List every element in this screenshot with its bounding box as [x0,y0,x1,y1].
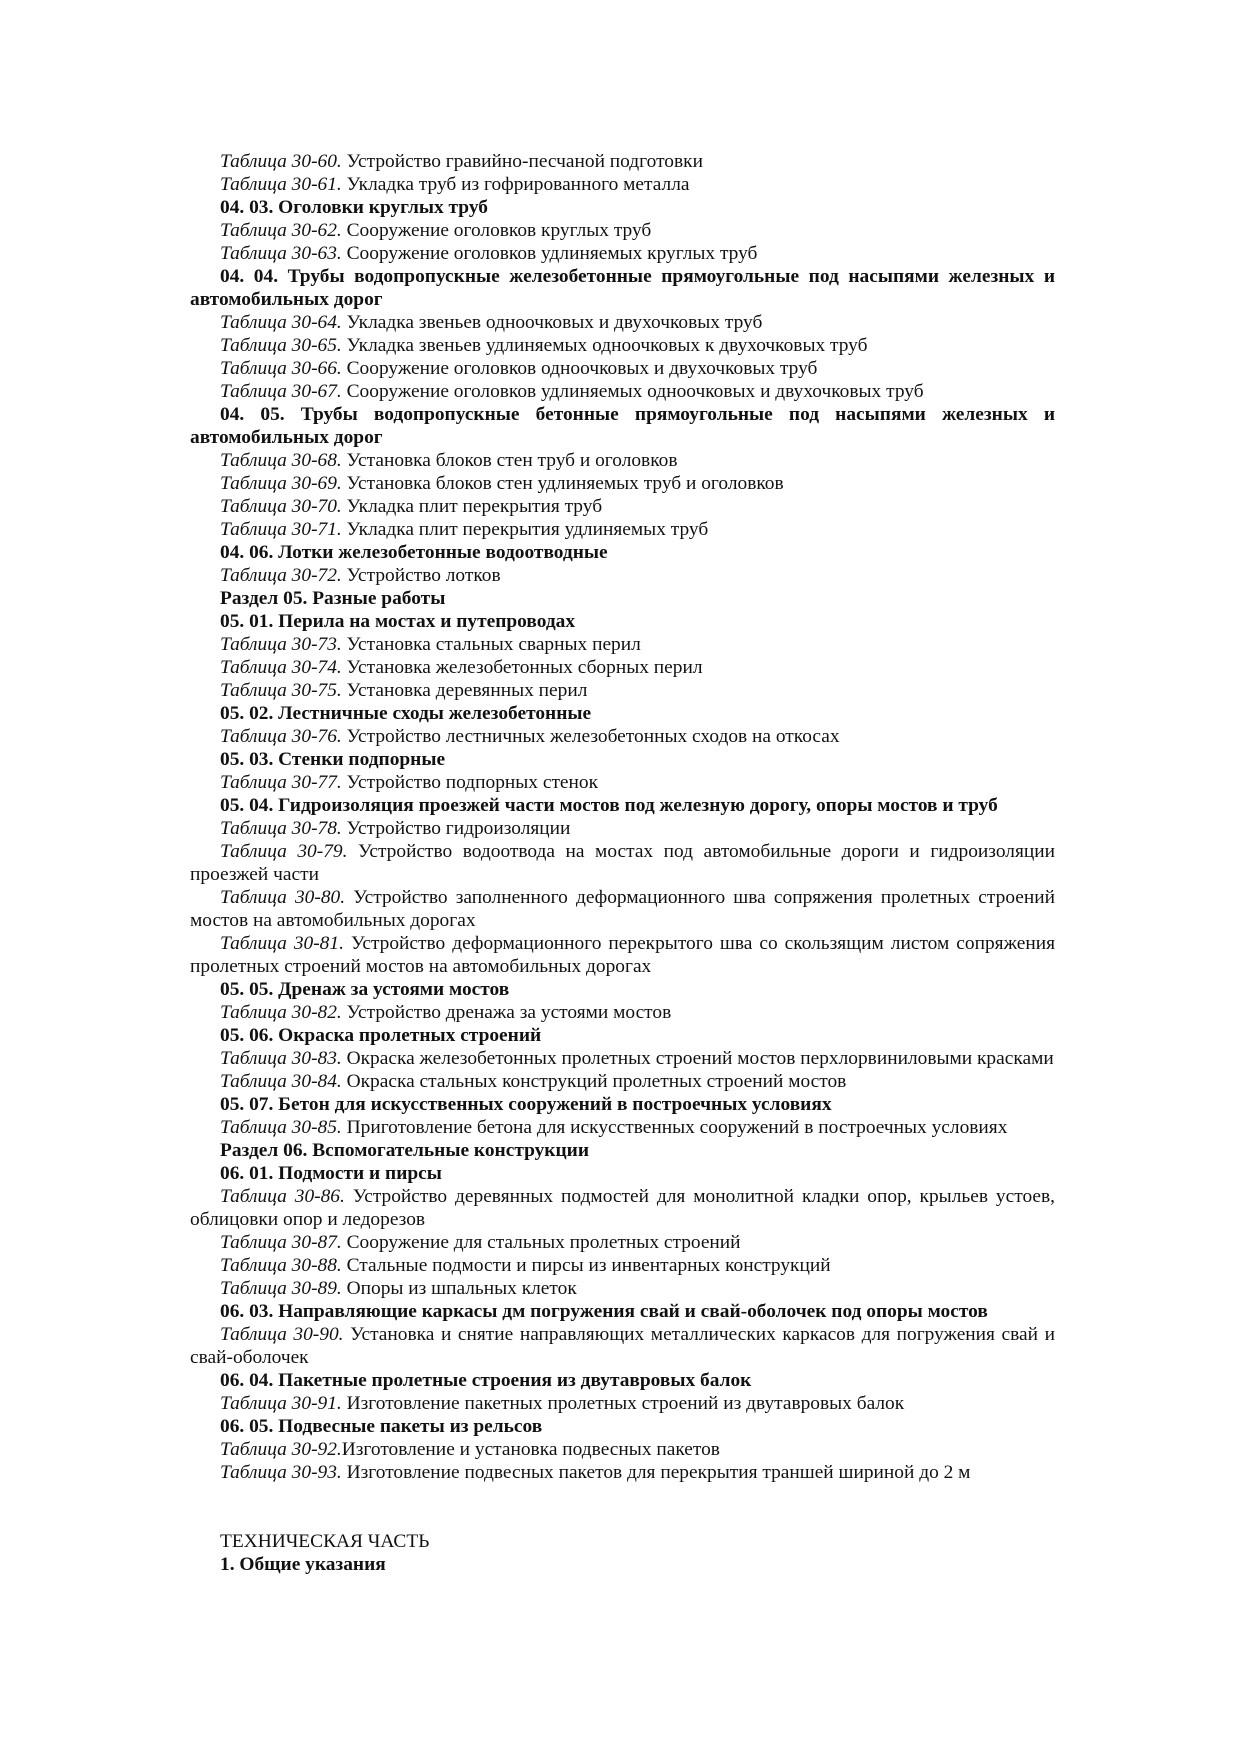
table-title: Устройство деформационного перекрытого шва со скользящим листом сопряжения пролетных строений мостов на автомобильных дорогах [190,933,1055,977]
heading-text: 06. 01. Подмости и пирсы [220,1163,442,1184]
table-entry [190,173,1055,196]
table-entry [190,1392,1055,1415]
table-number: Таблица 30-65. [220,335,342,356]
table-number: Таблица 30-70. [220,496,342,517]
table-number: Таблица 30-77. [220,772,342,793]
table-title: Приготовление бетона для искусственных сооружений в построечных условиях [346,1117,1008,1138]
table-entry [190,1070,1055,1093]
table-title: Изготовление и установка подвесных пакетов [341,1439,720,1460]
table-title: Установка железобетонных сборных перил [346,657,703,678]
table-title: Устройство подпорных стенок [346,772,599,793]
table-number: Таблица 30-71. [220,519,342,540]
section-heading [190,587,1055,610]
heading-text: 06. 04. Пакетные пролетные строения из двутавровых балок [220,1370,752,1391]
heading-text: 05. 02. Лестничные сходы железобетонные [220,703,592,724]
table-title: Устройство водоотвода на мостах под автомобильные дороги и гидроизоляции проезжей части [190,841,1055,885]
table-title: Устройство лестничных железобетонных сходов на откосах [346,726,840,747]
table-title: Сооружение оголовков круглых труб [346,220,652,241]
table-entry [190,449,1055,472]
table-entry [190,1438,1055,1461]
table-number: Таблица 30-76. [220,726,342,747]
table-entry [190,1231,1055,1254]
table-title: Устройство лотков [346,565,501,586]
heading-text: Раздел 05. Разные работы [220,588,446,609]
table-number: Таблица 30-63. [220,243,342,264]
table-title: Установка деревянных перил [346,680,588,701]
section-heading [190,1162,1055,1185]
table-title: Устройство заполненного деформационного шва сопряжения пролетных строений мостов на автомобильных дорогах [190,887,1055,931]
section-heading [190,403,1055,449]
heading-text: 04. 04. Трубы водопропускные железобетонные прямоугольные под насыпями железных и автомобильных дорог [190,266,1055,310]
table-number: Таблица 30-78. [220,818,342,839]
table-entry [190,564,1055,587]
table-entry [190,242,1055,265]
table-number: Таблица 30-75. [220,680,342,701]
table-number: Таблица 30-74. [220,657,342,678]
table-title: Изготовление подвесных пакетов для перекрытия траншей шириной до 2 м [346,1462,971,1483]
table-number: Таблица 30-81. [220,933,344,954]
table-number: Таблица 30-64. [220,312,342,333]
table-number: Таблица 30-80. [220,887,346,908]
table-entry [190,219,1055,242]
table-number: Таблица 30-82. [220,1002,342,1023]
table-title: Установка стальных сварных перил [346,634,641,655]
table-entry [190,886,1055,932]
table-number: Таблица 30-87. [220,1232,342,1253]
table-entry [190,840,1055,886]
table-number: Таблица 30-60. [220,151,342,172]
part-title-text: ТЕХНИЧЕСКАЯ ЧАСТЬ [220,1531,430,1552]
table-title: Устройство деревянных подмостей для монолитной кладки опор, крыльев устоев, облицовки опор и ледорезов [190,1186,1055,1230]
table-title: Укладка плит перекрытия удлиняемых труб [346,519,709,540]
table-title: Опоры из шпальных клеток [346,1278,577,1299]
heading-text: 04. 05. Трубы водопропускные бетонные прямоугольные под насыпями железных и автомобильных дорог [190,404,1055,448]
section-heading [190,541,1055,564]
table-number: Таблица 30-85. [220,1117,342,1138]
table-entry [190,357,1055,380]
table-number: Таблица 30-93. [220,1462,342,1483]
section-heading [190,794,1055,817]
table-number: Таблица 30-66. [220,358,342,379]
table-entry [190,679,1055,702]
table-number: Таблица 30-86. [220,1186,345,1207]
table-number: Таблица 30-68. [220,450,342,471]
section-heading [190,1139,1055,1162]
table-entry [190,1047,1055,1070]
table-title: Устройство гравийно-песчаной подготовки [346,151,703,172]
section-heading [190,748,1055,771]
blank-space [190,1484,1055,1530]
table-entry [190,380,1055,403]
table-number: Таблица 30-72. [220,565,342,586]
table-title: Сооружение оголовков удлиняемых круглых труб [346,243,758,264]
table-entry [190,1461,1055,1484]
section-heading [190,702,1055,725]
section-heading [190,1369,1055,1392]
table-title: Установка и снятие направляющих металлических каркасов для погружения свай и свай-оболочек [190,1324,1055,1368]
table-entry [190,150,1055,173]
table-number: Таблица 30-67. [220,381,342,402]
table-entry [190,633,1055,656]
table-entry [190,1254,1055,1277]
section-heading [190,1415,1055,1438]
table-title: Окраска железобетонных пролетных строений мостов перхлорвиниловыми красками [346,1048,1054,1069]
table-title: Укладка звеньев удлиняемых одноочковых к двухочковых труб [346,335,868,356]
heading-text: 05. 06. Окраска пролетных строений [220,1025,542,1046]
heading-text: 1. Общие указания [220,1554,386,1575]
table-title: Укладка плит перекрытия труб [346,496,603,517]
table-entry [190,518,1055,541]
table-entry [190,1185,1055,1231]
table-number: Таблица 30-90. [220,1324,344,1345]
section-heading [190,978,1055,1001]
table-title: Установка блоков стен труб и оголовков [346,450,678,471]
table-title: Устройство дренажа за устоями мостов [346,1002,672,1023]
table-number: Таблица 30-62. [220,220,342,241]
table-title: Сооружение для стальных пролетных строений [346,1232,741,1253]
table-number: Таблица 30-91. [220,1393,342,1414]
heading-text: 06. 05. Подвесные пакеты из рельсов [220,1416,543,1437]
table-entry [190,495,1055,518]
section-heading [190,1024,1055,1047]
heading-text: 05. 03. Стенки подпорные [220,749,446,770]
table-title: Укладка звеньев одноочковых и двухочковых труб [346,312,763,333]
table-number: Таблица 30-61. [220,174,342,195]
table-number: Таблица 30-89. [220,1278,342,1299]
table-number: Таблица 30-79. [220,841,348,862]
heading-text: 04. 06. Лотки железобетонные водоотводные [220,542,608,563]
table-title: Изготовление пакетных пролетных строений из двутавровых балок [346,1393,905,1414]
table-number: Таблица 30-69. [220,473,342,494]
table-entry [190,1001,1055,1024]
heading-text: 05. 07. Бетон для искусственных сооружений в построечных условиях [220,1094,832,1115]
table-entry [190,1277,1055,1300]
table-entry [190,817,1055,840]
table-entry [190,472,1055,495]
table-entry [190,334,1055,357]
table-entry [190,1323,1055,1369]
table-title: Окраска стальных конструкций пролетных строений мостов [346,1071,847,1092]
table-entry [190,1116,1055,1139]
table-number: Таблица 30-83. [220,1048,342,1069]
table-entry [190,311,1055,334]
section-heading [190,610,1055,633]
part-title [190,1530,1055,1553]
section-heading [190,196,1055,219]
table-number: Таблица 30-88. [220,1255,342,1276]
table-entry [190,725,1055,748]
heading-text: 05. 04. Гидроизоляция проезжей части мостов под железную дорогу, опоры мостов и труб [220,795,998,816]
section-heading [190,1300,1055,1323]
table-number: Таблица 30-73. [220,634,342,655]
heading-text: Раздел 06. Вспомогательные конструкции [220,1140,589,1161]
heading-text: 04. 03. Оголовки круглых труб [220,197,488,218]
section-heading [190,1093,1055,1116]
section-heading [190,265,1055,311]
section-heading [190,1553,1055,1576]
table-number: Таблица 30-92. [220,1439,342,1460]
heading-text: 06. 03. Направляющие каркасы дм погружения свай и свай-оболочек под опоры мостов [220,1301,988,1322]
table-title: Сооружение оголовков удлиняемых одноочковых и двухочковых труб [346,381,924,402]
heading-text: 05. 01. Перила на мостах и путепроводах [220,611,576,632]
table-entry [190,932,1055,978]
table-title: Устройство гидроизоляции [346,818,571,839]
table-entry [190,656,1055,679]
table-title: Укладка труб из гофрированного металла [346,174,690,195]
document-body [190,150,1055,1576]
table-entry [190,771,1055,794]
heading-text: 05. 05. Дренаж за устоями мостов [220,979,510,1000]
table-title: Сооружение оголовков одноочковых и двухочковых труб [346,358,818,379]
table-title: Стальные подмости и пирсы из инвентарных конструкций [346,1255,831,1276]
table-number: Таблица 30-84. [220,1071,342,1092]
table-title: Установка блоков стен удлиняемых труб и оголовков [346,473,784,494]
